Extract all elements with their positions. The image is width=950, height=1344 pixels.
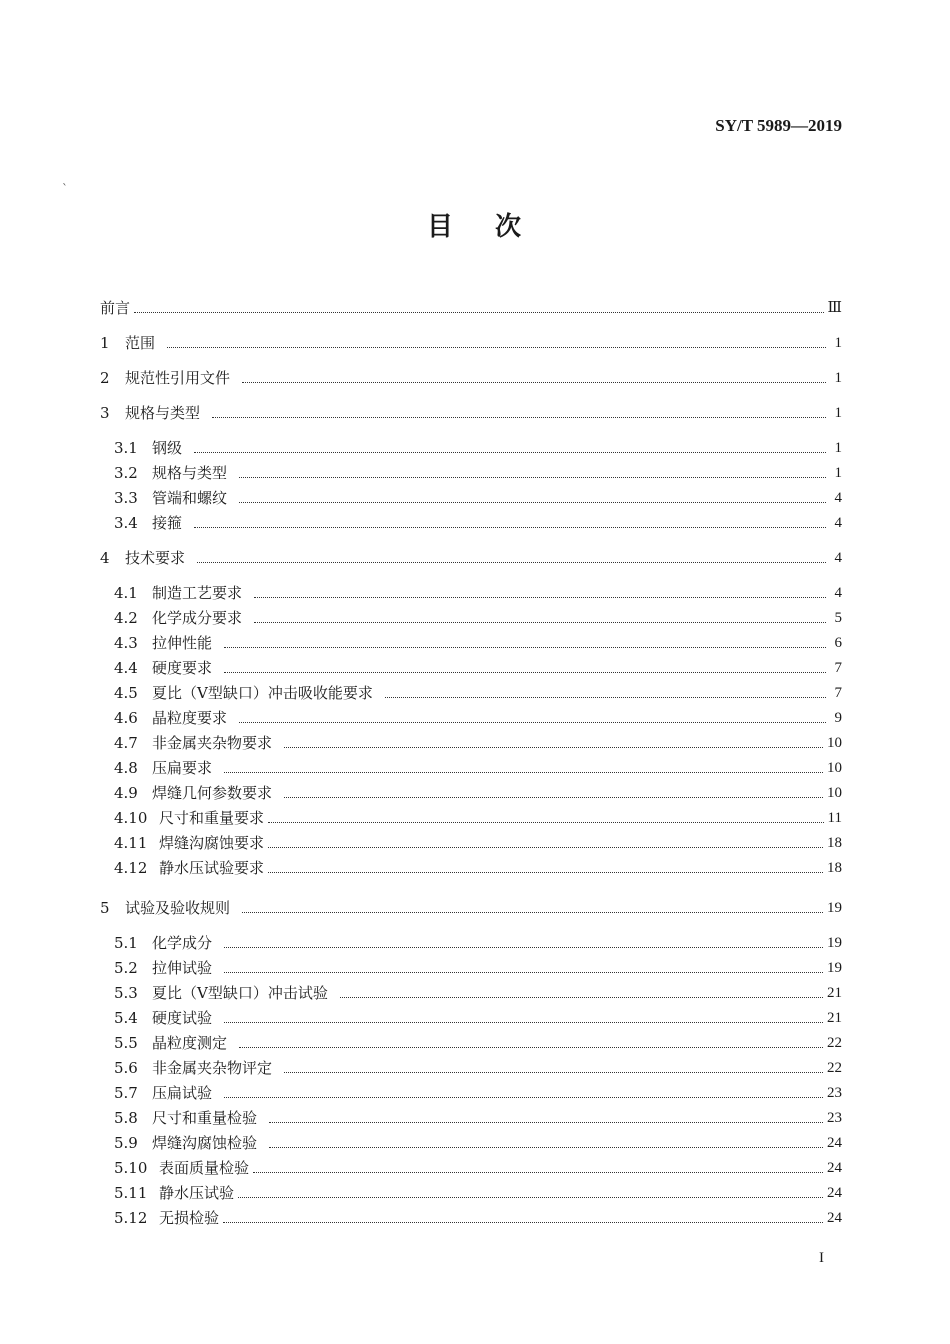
toc-entry[interactable] xyxy=(114,656,842,678)
toc-entry[interactable] xyxy=(100,546,842,568)
dot-leader xyxy=(212,416,826,418)
dot-leader xyxy=(197,561,826,563)
toc-entry-page: 4 xyxy=(834,550,842,566)
toc-entry[interactable] xyxy=(114,1156,842,1178)
toc-entry-page: 24 xyxy=(827,1185,842,1201)
toc-entry-page: 18 xyxy=(827,835,842,851)
toc-entry-label: 无损检验 xyxy=(159,1209,220,1227)
toc-entry[interactable] xyxy=(114,461,842,483)
toc-entry-number: 4.4 xyxy=(114,659,138,677)
toc-entry-number: 5.11 xyxy=(114,1184,148,1202)
page-number: I xyxy=(819,1250,824,1266)
toc-entry-number: 5.9 xyxy=(114,1134,138,1152)
toc-entry-label: 晶粒度测定 xyxy=(152,1034,228,1052)
toc-entry-label: 晶粒度要求 xyxy=(152,709,228,727)
dot-leader xyxy=(224,971,823,973)
toc-entry[interactable] xyxy=(114,581,842,603)
toc-entry-label: 规格与类型 xyxy=(152,464,228,482)
dot-leader xyxy=(224,671,826,673)
toc-entry[interactable] xyxy=(114,1181,842,1203)
toc-entry[interactable] xyxy=(114,436,842,458)
toc-entry-page: 1 xyxy=(834,465,842,481)
dot-leader xyxy=(224,1096,823,1098)
toc-entry-page: 1 xyxy=(834,440,842,456)
toc-entry[interactable] xyxy=(100,401,842,423)
toc-entry-label: 焊缝沟腐蚀要求 xyxy=(159,834,265,852)
toc-entry-label: 非金属夹杂物评定 xyxy=(152,1059,273,1077)
toc-entry-number: 4.8 xyxy=(114,759,138,777)
toc-entry[interactable] xyxy=(114,981,842,1003)
dot-leader xyxy=(242,381,826,383)
toc-entry-label: 焊缝几何参数要求 xyxy=(152,784,273,802)
toc-entry-number: 2 xyxy=(100,369,110,387)
toc-entry-page: 7 xyxy=(834,660,842,676)
toc-entry-page: 6 xyxy=(834,635,842,651)
toc-entry[interactable] xyxy=(114,781,842,803)
toc-entry[interactable] xyxy=(114,486,842,508)
title-char-2: 次 xyxy=(495,212,524,242)
toc-entry-number: 5.10 xyxy=(114,1159,148,1177)
dot-leader xyxy=(224,946,823,948)
toc-entry-label: 制造工艺要求 xyxy=(152,584,243,602)
toc-entry-number: 3.2 xyxy=(114,464,138,482)
toc-entry-page: 21 xyxy=(827,1010,842,1026)
toc-entry-number: 3.3 xyxy=(114,489,138,507)
toc-entry[interactable] xyxy=(114,956,842,978)
toc-entry-page: Ⅲ xyxy=(827,300,842,316)
toc-entry[interactable] xyxy=(100,331,842,353)
toc-entry-number: 1 xyxy=(100,334,110,352)
toc-entry-label: 静水压试验要求 xyxy=(159,859,265,877)
toc-entry[interactable] xyxy=(114,681,842,703)
toc-entry[interactable] xyxy=(114,931,842,953)
standard-code: SY/T 5989—2019 xyxy=(715,116,842,135)
scan-mark: ` xyxy=(62,182,68,196)
toc-entry-label: 表面质量检验 xyxy=(159,1159,250,1177)
toc-entry-page: 9 xyxy=(834,710,842,726)
toc-entry-page: 4 xyxy=(834,585,842,601)
toc-entry-number: 4.11 xyxy=(114,834,148,852)
dot-leader xyxy=(223,1221,823,1223)
dot-leader xyxy=(254,596,826,598)
dot-leader xyxy=(239,1046,823,1048)
toc-entry-label: 规格与类型 xyxy=(125,404,201,422)
dot-leader xyxy=(269,1121,823,1123)
toc-entry-number: 4.2 xyxy=(114,609,138,627)
toc-entry-label: 技术要求 xyxy=(125,549,186,567)
toc-entry[interactable] xyxy=(114,631,842,653)
toc-entry-number: 4.9 xyxy=(114,784,138,802)
toc-entry-page: 19 xyxy=(827,900,842,916)
toc-entry-label: 前言 xyxy=(100,299,131,317)
toc-entry-number: 5.8 xyxy=(114,1109,138,1127)
toc-entry-page: 19 xyxy=(827,935,842,951)
dot-leader xyxy=(224,646,826,648)
dot-leader xyxy=(268,821,824,823)
toc-entry-number: 3.1 xyxy=(114,439,138,457)
toc-entry-page: 5 xyxy=(834,610,842,626)
dot-leader xyxy=(194,526,826,528)
dot-leader xyxy=(239,476,826,478)
dot-leader xyxy=(239,721,826,723)
dot-leader xyxy=(385,696,826,698)
toc-entry-label: 非金属夹杂物要求 xyxy=(152,734,273,752)
toc-entry[interactable] xyxy=(114,756,842,778)
toc-entry-page: 1 xyxy=(834,405,842,421)
dot-leader xyxy=(194,451,826,453)
toc-entry-number: 5 xyxy=(100,899,110,917)
toc-entry-label: 钢级 xyxy=(152,439,183,457)
toc-entry[interactable] xyxy=(114,706,842,728)
dot-leader xyxy=(254,621,826,623)
toc-entry[interactable] xyxy=(114,1131,842,1153)
toc-entry-page: 1 xyxy=(834,370,842,386)
toc-entry-page: 22 xyxy=(827,1060,842,1076)
toc-entry-number: 4.5 xyxy=(114,684,138,702)
toc-entry-label: 焊缝沟腐蚀检验 xyxy=(152,1134,258,1152)
toc-entry-page: 4 xyxy=(834,490,842,506)
toc-entry[interactable] xyxy=(114,806,842,828)
toc-entry-label: 拉伸性能 xyxy=(152,634,213,652)
toc-entry-page: 10 xyxy=(827,735,842,751)
toc-entry-number: 3.4 xyxy=(114,514,138,532)
toc-entry-number: 5.1 xyxy=(114,934,138,952)
toc-entry-label: 夏比（V型缺口）冲击试验 xyxy=(152,984,328,1002)
toc-entry-label: 硬度要求 xyxy=(152,659,213,677)
toc-entry-label: 尺寸和重量要求 xyxy=(159,809,265,827)
toc-entry-number: 4.7 xyxy=(114,734,138,752)
toc-entry-page: 19 xyxy=(827,960,842,976)
toc-entry-page: 24 xyxy=(827,1135,842,1151)
dot-leader xyxy=(224,1021,823,1023)
toc-entry-page: 11 xyxy=(827,810,842,826)
dot-leader xyxy=(340,996,823,998)
toc-entry[interactable] xyxy=(114,606,842,628)
toc-entry-label: 范围 xyxy=(125,334,156,352)
dot-leader xyxy=(239,501,826,503)
toc-entry-page: 1 xyxy=(834,335,842,351)
toc-entry[interactable] xyxy=(114,831,842,853)
toc-entry[interactable] xyxy=(114,1206,842,1228)
toc-entry-label: 管端和螺纹 xyxy=(152,489,228,507)
toc-entry-number: 5.12 xyxy=(114,1209,148,1227)
toc-entry[interactable] xyxy=(114,1081,842,1103)
toc-entry-page: 23 xyxy=(827,1110,842,1126)
toc-entry-number: 4.12 xyxy=(114,859,148,877)
toc-entry-number: 5.3 xyxy=(114,984,138,1002)
toc-entry-label: 化学成分要求 xyxy=(152,609,243,627)
dot-leader xyxy=(253,1171,823,1173)
toc-entry-label: 压扁要求 xyxy=(152,759,213,777)
toc-entry-number: 4.1 xyxy=(114,584,138,602)
dot-leader xyxy=(134,311,824,313)
dot-leader xyxy=(167,346,826,348)
toc-entry[interactable] xyxy=(114,856,842,878)
toc-entry-number: 5.6 xyxy=(114,1059,138,1077)
toc-entry-label: 静水压试验 xyxy=(159,1184,235,1202)
toc-entry-page: 21 xyxy=(827,985,842,1001)
toc-entry-label: 压扁试验 xyxy=(152,1084,213,1102)
toc-entry-label: 试验及验收规则 xyxy=(125,899,231,917)
toc-entry-page: 24 xyxy=(827,1210,842,1226)
title-char-1: 目 xyxy=(426,212,455,242)
toc-entry-number: 4.10 xyxy=(114,809,148,827)
toc-entry[interactable] xyxy=(100,366,842,388)
dot-leader xyxy=(224,771,823,773)
toc-entry[interactable] xyxy=(100,296,842,318)
toc-entry-number: 5.5 xyxy=(114,1034,138,1052)
toc-entry[interactable] xyxy=(114,1106,842,1128)
dot-leader xyxy=(242,911,823,913)
toc-entry-page: 22 xyxy=(827,1035,842,1051)
toc-entry-number: 4 xyxy=(100,549,110,567)
toc-entry-page: 18 xyxy=(827,860,842,876)
dot-leader xyxy=(268,871,823,873)
toc-entry-label: 尺寸和重量检验 xyxy=(152,1109,258,1127)
toc-entry-label: 拉伸试验 xyxy=(152,959,213,977)
dot-leader xyxy=(269,1146,823,1148)
toc-entry-number: 3 xyxy=(100,404,110,422)
toc-entry[interactable] xyxy=(114,1056,842,1078)
dot-leader xyxy=(268,846,823,848)
toc-entry-number: 5.7 xyxy=(114,1084,138,1102)
dot-leader xyxy=(284,1071,823,1073)
toc-entry-number: 5.2 xyxy=(114,959,138,977)
toc-entry-page: 23 xyxy=(827,1085,842,1101)
toc-entry[interactable] xyxy=(100,896,842,918)
page-title xyxy=(0,206,950,243)
toc-entry-label: 规范性引用文件 xyxy=(125,369,231,387)
toc-entry-label: 接箍 xyxy=(152,514,183,532)
toc-entry-page: 4 xyxy=(834,515,842,531)
toc-entry-number: 4.6 xyxy=(114,709,138,727)
toc-entry-page: 7 xyxy=(834,685,842,701)
toc-entry-page: 10 xyxy=(827,760,842,776)
toc-entry-label: 夏比（V型缺口）冲击吸收能要求 xyxy=(152,684,373,702)
dot-leader xyxy=(284,796,823,798)
toc-entry-number: 5.4 xyxy=(114,1009,138,1027)
toc-entry-number: 4.3 xyxy=(114,634,138,652)
toc-entry-page: 10 xyxy=(827,785,842,801)
toc-entry-label: 硬度试验 xyxy=(152,1009,213,1027)
toc-entry[interactable] xyxy=(114,1031,842,1053)
dot-leader xyxy=(284,746,823,748)
toc-entry-page: 24 xyxy=(827,1160,842,1176)
toc-entry-label: 化学成分 xyxy=(152,934,213,952)
dot-leader xyxy=(238,1196,823,1198)
toc-entry[interactable] xyxy=(114,731,842,753)
toc-entry[interactable] xyxy=(114,1006,842,1028)
toc-entry[interactable] xyxy=(114,511,842,533)
